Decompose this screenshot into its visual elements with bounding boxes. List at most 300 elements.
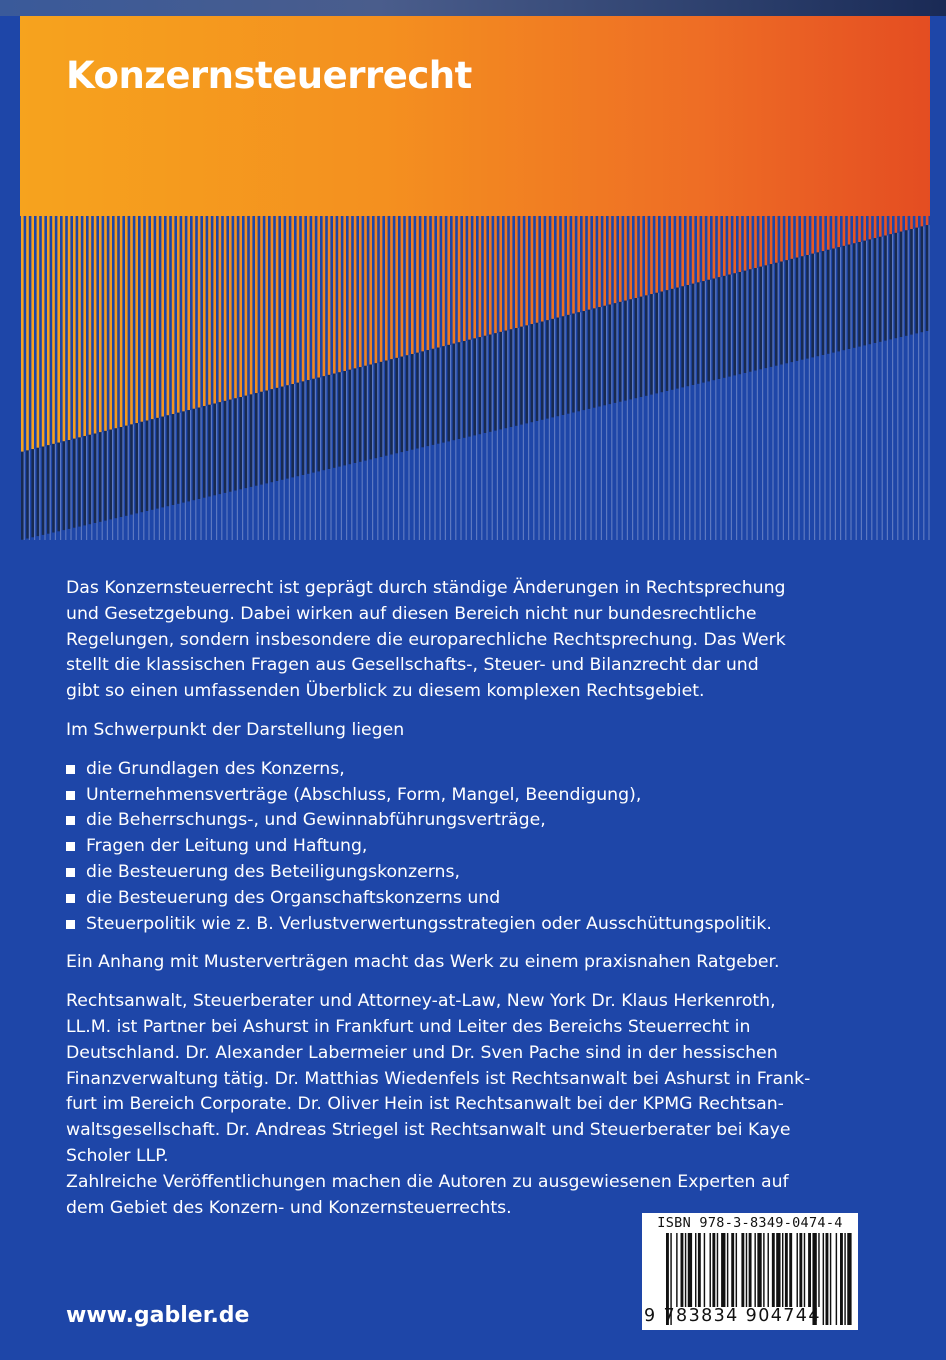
stripe-orange (328, 216, 331, 375)
stripe-navy (619, 302, 622, 402)
stripe-orange (297, 216, 300, 383)
stripe-orange (78, 216, 81, 437)
stripe-light (200, 408, 201, 541)
stripe-navy (307, 380, 310, 474)
stripe-light (128, 426, 129, 540)
stripe-orange (598, 216, 601, 307)
barcode-bar (754, 1233, 755, 1307)
stripe-orange (744, 216, 747, 271)
stripe-orange (775, 216, 778, 263)
stripe-light (81, 437, 82, 540)
stripe-orange (546, 216, 549, 320)
stripe-light (819, 252, 820, 540)
stripe-light (726, 276, 727, 540)
stripe-light (611, 305, 612, 541)
stripe-light (642, 297, 643, 540)
stripe-navy (479, 337, 482, 434)
publisher-website: www.gabler.de (66, 1303, 250, 1328)
authors-line: furt im Bereich Corporate. Dr. Oliver Hein ist Rechtsanwalt bei der KPMG Rechtsan- (66, 1094, 784, 1115)
stripe-light (414, 354, 415, 540)
stripe-orange (385, 216, 388, 361)
stripe-orange (614, 216, 617, 303)
stripe-orange (635, 216, 638, 298)
stripe-orange (697, 216, 700, 282)
stripe-navy (661, 292, 664, 393)
stripe-orange (333, 216, 336, 374)
focus-intro: Im Schwerpunkt der Darstellung liegen (66, 719, 405, 740)
stripe-navy (505, 331, 508, 429)
stripe-navy (73, 439, 76, 528)
stripe-navy (338, 372, 341, 466)
isbn-text: ISBN 978-3-8349-0474-4 (657, 1215, 843, 1231)
stripe-orange (99, 216, 102, 432)
stripe-navy (879, 237, 882, 342)
stripe-orange (234, 216, 237, 398)
stripe-orange (858, 216, 861, 242)
stripe-navy (89, 435, 92, 524)
stripe-orange (759, 216, 762, 267)
stripe-orange (739, 216, 742, 272)
stripe-light (450, 345, 451, 540)
stripe-light (252, 394, 253, 540)
stripe-orange (510, 216, 513, 329)
stripe-light (315, 379, 316, 540)
stripe-light (362, 367, 363, 540)
stripe-orange (843, 216, 846, 246)
stripe-light (398, 358, 399, 540)
barcode-bar (698, 1233, 701, 1307)
stripe-orange (811, 216, 814, 254)
stripe-navy (276, 388, 279, 481)
stripe-light (606, 306, 607, 540)
stripe-navy (817, 252, 820, 356)
stripe-orange (291, 216, 294, 384)
stripe-navy (141, 422, 144, 512)
stripe-orange (390, 216, 393, 359)
stripe-light (388, 361, 389, 541)
stripe-navy (291, 384, 294, 477)
stripe-light (440, 348, 441, 541)
stripe-light (377, 363, 378, 540)
stripe-light (460, 342, 461, 540)
stripe-orange (494, 216, 497, 333)
stripe-light (29, 450, 30, 540)
stripe-light (746, 271, 747, 540)
stripe-orange (479, 216, 482, 337)
focus-item: Fragen der Leitung und Haftung, (66, 834, 786, 860)
stripe-navy (104, 431, 107, 521)
stripe-navy (390, 359, 393, 454)
stripe-light (434, 349, 435, 540)
barcode-bar (710, 1233, 711, 1307)
stripe-light (720, 277, 721, 540)
stripe-light (757, 268, 758, 540)
stripe-navy (42, 447, 45, 535)
stripe-orange (411, 216, 414, 354)
stripe-light (206, 406, 207, 540)
cover-title: Konzernsteuerrecht (66, 54, 472, 97)
stripe-orange (572, 216, 575, 314)
stripe-light (320, 378, 321, 541)
stripe-navy (676, 288, 679, 389)
stripe-orange (785, 216, 788, 260)
stripe-light (793, 259, 794, 540)
stripe-light (263, 392, 264, 540)
stripe-navy (229, 400, 232, 492)
stripe-light (216, 404, 217, 541)
stripe-light (91, 435, 92, 540)
barcode-bar (688, 1233, 692, 1307)
stripe-navy (640, 297, 643, 397)
stripe-light (897, 233, 898, 540)
stripe-navy (775, 263, 778, 366)
stripe-light (429, 350, 430, 540)
stripe-navy (458, 342, 461, 439)
stripe-navy (473, 338, 476, 435)
stripe-orange (219, 216, 222, 402)
stripe-light (190, 410, 191, 540)
stripe-light (658, 293, 659, 540)
top-strip (0, 0, 946, 16)
stripe-orange (713, 216, 716, 279)
stripe-navy (47, 445, 50, 534)
stripe-light (341, 372, 342, 540)
stripe-navy (94, 434, 97, 524)
stripe-orange (42, 216, 45, 447)
authors-line: Zahlreiche Veröffentlichungen machen die Autoren zu ausgewiesenen Experten auf (66, 1171, 789, 1192)
stripe-orange (203, 216, 206, 406)
stripe-light (752, 269, 753, 540)
stripe-orange (63, 216, 66, 441)
stripe-navy (603, 306, 606, 406)
stripe-navy (796, 258, 799, 361)
stripe-orange (822, 216, 825, 251)
ean-digits: 9 783834 904744 (644, 1306, 821, 1326)
stripe-orange (863, 216, 866, 241)
stripe-orange (120, 216, 123, 427)
stripe-navy (57, 443, 60, 532)
stripe-navy (525, 325, 528, 423)
stripe-orange (541, 216, 544, 322)
barcode-bar (685, 1233, 686, 1307)
stripe-navy (583, 311, 586, 410)
stripe-light (871, 239, 872, 540)
stripe-orange (427, 216, 430, 350)
stripe-light (892, 234, 893, 540)
focus-item: Steuerpolitik wie z. B. Verlustverwertungsstrategien oder Ausschüttungspolitik. (66, 912, 786, 938)
focus-item: die Beherrschungs-, und Gewinnabführungsverträge, (66, 808, 786, 834)
stripe-navy (614, 303, 617, 403)
barcode-bar (797, 1233, 798, 1307)
stripe-orange (26, 216, 29, 450)
stripe-light (268, 391, 269, 541)
stripe-orange (364, 216, 367, 366)
stripe-light (403, 357, 404, 540)
barcode-bar (727, 1233, 728, 1307)
stripe-light (689, 285, 690, 540)
stripe-navy (468, 340, 471, 437)
stripe-orange (562, 216, 565, 316)
stripe-orange (57, 216, 60, 443)
stripe-orange (671, 216, 674, 289)
stripe-light (497, 333, 498, 540)
stripe-orange (401, 216, 404, 357)
barcode-bar (785, 1233, 788, 1307)
stripe-orange (338, 216, 341, 372)
stripe-light (96, 434, 97, 541)
stripe-navy (671, 289, 674, 390)
stripe-navy (900, 232, 903, 337)
stripe-light (138, 423, 139, 540)
stripe-light (367, 366, 368, 540)
authors-line: Deutschland. Dr. Alexander Labermeier und Dr. Sven Pache sind in der hessischen (66, 1042, 778, 1063)
stripe-orange (421, 216, 424, 351)
stripe-orange (687, 216, 690, 285)
stripe-navy (380, 362, 383, 457)
stripe-navy (811, 254, 814, 358)
stripe-navy (120, 427, 123, 517)
stripe-orange (723, 216, 726, 276)
stripe-light (601, 307, 602, 540)
stripe-navy (115, 428, 118, 518)
stripe-orange (749, 216, 752, 269)
stripe-light (393, 359, 394, 540)
stripe-light (336, 374, 337, 540)
stripe-navy (359, 367, 362, 462)
stripe-light (65, 441, 66, 540)
stripe-orange (125, 216, 128, 426)
stripe-navy (915, 228, 918, 334)
stripe-orange (271, 216, 274, 389)
stripe-orange (187, 216, 190, 410)
stripe-light (570, 315, 571, 540)
stripe-orange (676, 216, 679, 288)
stripe-light (902, 232, 903, 540)
stripe-light (679, 288, 680, 540)
barcode-bar (712, 1233, 715, 1307)
stripe-orange (104, 216, 107, 431)
stripe-light (616, 303, 617, 540)
stripe-orange (375, 216, 378, 363)
stripe-light (908, 230, 909, 540)
barcode-bar (763, 1233, 764, 1307)
barcode-bar (717, 1233, 718, 1307)
stripe-orange (765, 216, 768, 265)
stripe-navy (187, 410, 190, 501)
stripe-light (356, 368, 357, 540)
stripe-navy (895, 233, 898, 338)
stripe-light (185, 411, 186, 540)
barcode-bar (681, 1233, 684, 1307)
stripe-orange (213, 216, 216, 404)
stripe-navy (343, 371, 346, 465)
stripe-orange (593, 216, 596, 308)
stripe-orange (83, 216, 86, 436)
stripe-navy (749, 269, 752, 371)
stripe-navy (193, 409, 196, 500)
stripe-light (856, 243, 857, 540)
stripe-light (154, 419, 155, 540)
stripe-light (39, 448, 40, 540)
stripe-navy (713, 279, 716, 381)
stripe-light (741, 272, 742, 540)
stripe-orange (791, 216, 794, 259)
stripe-orange (255, 216, 258, 393)
stripe-orange (369, 216, 372, 365)
stripe-light (55, 444, 56, 540)
stripe-light (419, 353, 420, 540)
stripe-orange (68, 216, 71, 440)
focus-item: die Besteuerung des Beteiligungskonzerns, (66, 860, 786, 886)
stripe-light (861, 242, 862, 540)
stripe-orange (286, 216, 289, 385)
stripe-light (668, 290, 669, 540)
stripe-light (294, 384, 295, 540)
stripe-light (596, 308, 597, 540)
stripe-light (310, 380, 311, 540)
stripe-navy (255, 393, 258, 486)
stripe-light (112, 430, 113, 540)
stripe-navy (219, 402, 222, 494)
stripe-navy (265, 391, 268, 484)
stripe-navy (557, 318, 560, 417)
stripe-light (164, 417, 165, 540)
stripe-navy (167, 415, 170, 506)
authors-line: Finanzverwaltung tätig. Dr. Matthias Wiedenfels ist Rechtsanwalt bei Ashurst in Frank- (66, 1068, 811, 1089)
stripe-light (502, 332, 503, 540)
stripe-light (232, 400, 233, 540)
stripe-light (710, 280, 711, 540)
stripe-orange (640, 216, 643, 297)
stripe-light (674, 289, 675, 540)
stripe-navy (437, 348, 440, 444)
focus-list (66, 757, 786, 938)
stripe-navy (822, 251, 825, 355)
stripe-navy (863, 241, 866, 346)
barcode-bar (818, 1233, 819, 1307)
stripe-orange (323, 216, 326, 376)
stripe-orange (707, 216, 710, 280)
stripe-navy (723, 276, 726, 378)
stripe-orange (146, 216, 149, 421)
stripe-light (580, 312, 581, 540)
stripe-orange (349, 216, 352, 370)
stripe-navy (546, 320, 549, 418)
stripe-navy (172, 414, 175, 505)
authors-line: waltsgesellschaft. Dr. Andreas Striegel ist Rechtsanwalt und Steuerberater bei Kaye (66, 1120, 791, 1141)
stripe-navy (843, 246, 846, 350)
stripe-orange (453, 216, 456, 344)
stripe-orange (172, 216, 175, 414)
barcode-bar (721, 1233, 725, 1307)
stripe-navy (421, 351, 424, 447)
stripe-light (507, 331, 508, 540)
stripe-navy (385, 361, 388, 456)
stripe-light (278, 388, 279, 540)
stripe-orange (94, 216, 97, 434)
stripe-light (778, 263, 779, 540)
stripe-navy (302, 381, 305, 475)
stripe-navy (364, 366, 367, 461)
stripe-light (824, 251, 825, 540)
stripe-orange (801, 216, 804, 256)
isbn-barcode-box (642, 1213, 858, 1330)
authors-line: LL.M. ist Partner bei Ashurst in Frankfurt und Leiter des Bereichs Steuerrecht in (66, 1016, 751, 1037)
stripe-light (835, 249, 836, 541)
stripe-light (538, 323, 539, 540)
stripe-navy (588, 310, 591, 409)
stripe-navy (598, 307, 601, 406)
stripe-light (850, 245, 851, 540)
stripe-light (637, 298, 638, 540)
stripe-orange (884, 216, 887, 236)
stripe-orange (629, 216, 632, 299)
stripe-orange (515, 216, 518, 328)
stripe-navy (531, 324, 534, 422)
stripe-light (169, 415, 170, 540)
authors-line: Scholer LLP. (66, 1145, 169, 1166)
stripe-orange (832, 216, 835, 249)
stripe-navy (837, 247, 840, 351)
stripe-orange (910, 216, 913, 229)
stripe-light (804, 256, 805, 540)
stripe-navy (130, 424, 133, 514)
stripe-navy (739, 272, 742, 374)
stripe-navy (203, 406, 206, 498)
stripe-navy (156, 418, 159, 509)
stripe-light (50, 445, 51, 540)
stripe-navy (213, 404, 216, 496)
stripe-navy (177, 413, 180, 504)
stripe-light (471, 340, 472, 540)
stripe-orange (702, 216, 705, 281)
stripe-navy (853, 243, 856, 347)
barcode-bar (676, 1233, 677, 1307)
stripe-navy (432, 349, 435, 445)
stripe-navy (260, 392, 263, 485)
intro-paragraph: Das Konzernsteuerrecht ist geprägt durch ständige Änderungen in Rechtsprechung und Gesetzgebung. Dabei wirken auf diesen Bereich nicht nur bundesrechtliche Regelungen, sondern insbesondere die europarechliche Rechtsprechung. Das Werk stellt die klassischen Fragen aus Gesellschafts-, Steuer- und Bilanzrecht dar und gibt so einen umfassenden Überblick zu diesem komplexen Rechtsgebiet. (66, 578, 786, 702)
stripe-navy (905, 230, 908, 335)
stripe-light (876, 238, 877, 540)
stripe-orange (432, 216, 435, 349)
stripe-navy (208, 405, 211, 497)
barcode-bar (741, 1233, 744, 1307)
stripe-orange (692, 216, 695, 284)
stripe-navy (624, 301, 627, 401)
stripe-light (242, 397, 243, 540)
stripe-orange (276, 216, 279, 388)
stripe-light (767, 265, 768, 540)
stripe-navy (317, 378, 320, 472)
stripe-orange (837, 216, 840, 247)
stripe-light (351, 370, 352, 540)
stripe-navy (629, 299, 632, 399)
stripe-light (533, 324, 534, 540)
stripe-navy (375, 363, 378, 458)
stripe-orange (260, 216, 263, 392)
stripe-orange (718, 216, 721, 277)
stripe-light (923, 226, 924, 540)
stripe-navy (577, 312, 580, 411)
stripe-orange (52, 216, 55, 444)
striped-graphic (20, 216, 930, 540)
stripe-orange (141, 216, 144, 422)
stripe-navy (801, 256, 804, 359)
stripe-orange (874, 216, 877, 238)
stripe-light (455, 344, 456, 540)
stripe-orange (193, 216, 196, 409)
stripe-orange (442, 216, 445, 346)
